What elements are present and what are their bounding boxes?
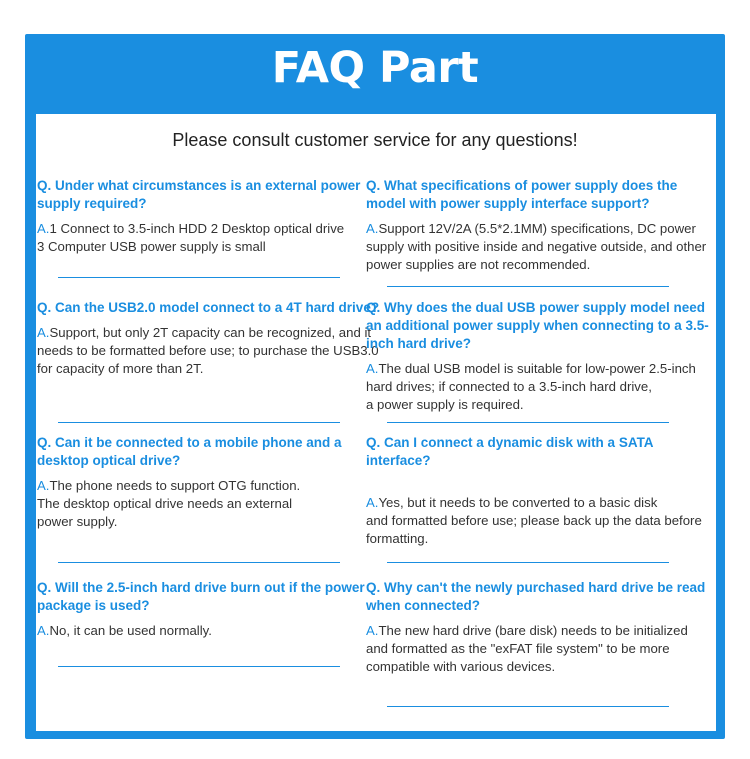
faq-item-phone-optical	[37, 434, 382, 531]
answer-marker: A.	[37, 478, 50, 493]
answer-marker: A.	[366, 221, 379, 236]
faq-item-power-spec	[366, 177, 711, 274]
answer-text: 1 Connect to 3.5-inch HDD 2 Desktop optical drive 3 Computer USB power supply is small	[37, 221, 345, 254]
faq-divider	[387, 286, 669, 287]
faq-question: Q. Can it be connected to a mobile phone and a desktop optical drive?	[37, 435, 342, 468]
faq-question: Q. Can the USB2.0 model connect to a 4T hard drive?	[37, 300, 380, 315]
faq-answer	[366, 360, 711, 414]
faq-divider	[387, 706, 669, 707]
faq-answer	[366, 622, 711, 676]
faq-answer	[37, 477, 382, 531]
faq-divider	[58, 422, 340, 423]
page-title: FAQ Part	[271, 43, 479, 93]
answer-marker: A.	[366, 623, 379, 638]
answer-marker: A.	[37, 221, 50, 236]
faq-question: Q. Why does the dual USB power supply model need an additional power supply when connecting to a 3.5-inch hard drive?	[366, 300, 709, 351]
answer-text: The phone needs to support OTG function. The desktop optical drive needs an external power supply.	[37, 478, 301, 529]
answer-text: Yes, but it needs to be converted to a basic disk and formatted before use; please back up the data before formatting.	[366, 495, 702, 546]
faq-answer	[366, 494, 711, 548]
answer-text: Support 12V/2A (5.5*2.1MM) specifications, DC power supply with positive inside and negative outside, and other power supplies are not recommended.	[366, 221, 707, 272]
faq-answer	[37, 622, 382, 640]
answer-marker: A.	[366, 495, 379, 510]
page-subtitle: Please consult customer service for any questions!	[172, 130, 578, 150]
faq-divider	[58, 666, 340, 667]
answer-text: No, it can be used normally.	[49, 623, 212, 638]
faq-answer	[37, 324, 382, 378]
faq-item-dual-usb	[366, 299, 711, 414]
answer-marker: A.	[37, 325, 50, 340]
faq-item-dynamic-disk	[366, 434, 711, 548]
faq-question: Q. Will the 2.5-inch hard drive burn out if the power package is used?	[37, 580, 365, 613]
faq-divider	[387, 562, 669, 563]
faq-question: Q. What specifications of power supply does the model with power supply interface support?	[366, 178, 678, 211]
faq-question: Q. Why can't the newly purchased hard drive be read when connected?	[366, 580, 706, 613]
faq-question: Q. Can I connect a dynamic disk with a SATA interface?	[366, 435, 654, 468]
faq-item-usb2-4t	[37, 299, 382, 378]
faq-item-new-drive	[366, 579, 711, 676]
faq-divider	[58, 562, 340, 563]
answer-marker: A.	[366, 361, 379, 376]
faq-question: Q. Under what circumstances is an external power supply required?	[37, 178, 361, 211]
answer-text: The new hard drive (bare disk) needs to be initialized and formatted as the "exFAT file system" to be more compatible with various devices.	[366, 623, 688, 674]
answer-marker: A.	[37, 623, 50, 638]
faq-item-burn-out	[37, 579, 382, 640]
faq-item-power-required	[37, 177, 382, 256]
faq-answer	[366, 220, 711, 274]
faq-divider	[387, 422, 669, 423]
faq-divider	[58, 277, 340, 278]
answer-text: The dual USB model is suitable for low-power 2.5-inch hard drives; if connected to a 3.5-inch hard drive, a power supply is required.	[366, 361, 696, 412]
faq-answer	[37, 220, 382, 256]
answer-text: Support, but only 2T capacity can be recognized, and it needs to be formatted before use; to purchase the USB3.0 for capacity of more than 2T.	[37, 325, 379, 376]
